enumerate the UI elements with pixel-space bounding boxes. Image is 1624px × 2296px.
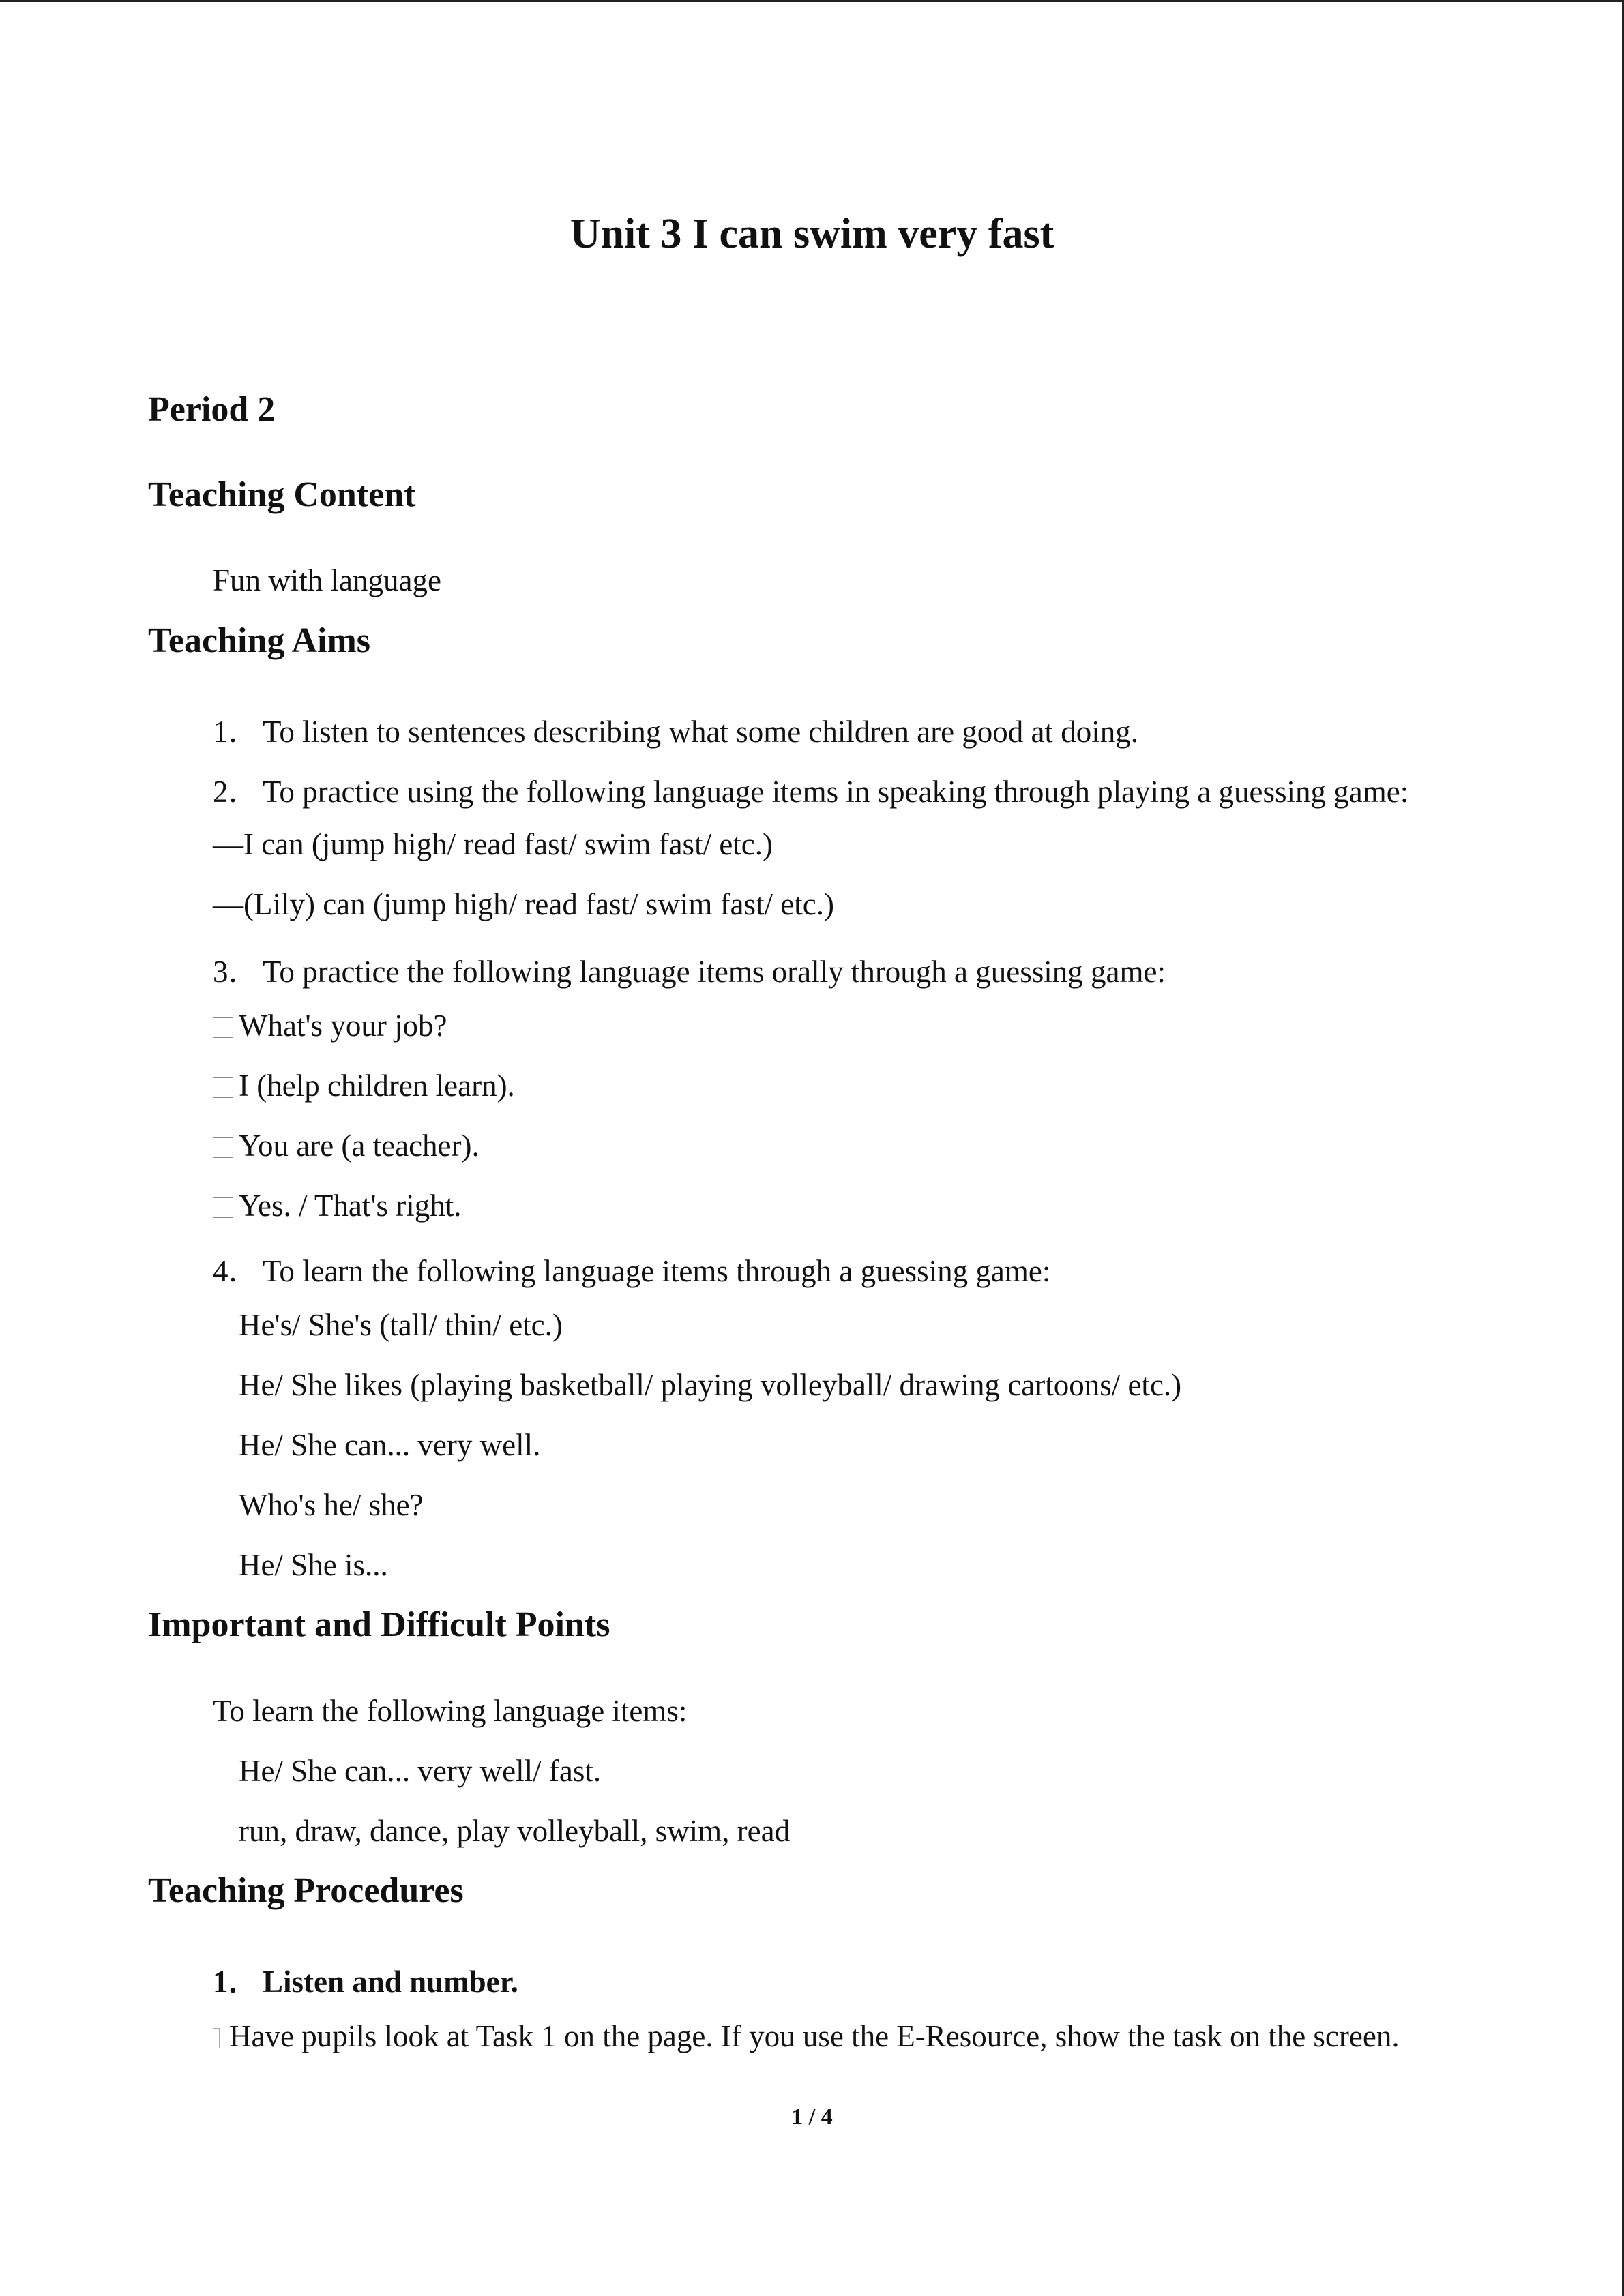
document-title: Unit 3 I can swim very fast <box>570 211 1054 257</box>
aim-2-dash-line-1: —I can (jump high/ read fast/ swim fast/ etc.) <box>213 827 773 861</box>
aim-3 <box>213 946 1166 991</box>
aim-4-item <box>213 1367 1181 1403</box>
procedure-step-1-text <box>213 2018 1400 2054</box>
teaching-content-text: Fun with language <box>213 563 441 597</box>
aim-3-item-text: You are (a teacher). <box>239 1129 479 1163</box>
procedure-step-1-title: Listen and number. <box>263 1965 518 1999</box>
aim-1 <box>213 706 1138 751</box>
important-point-item-text: He/ She can... very well/ fast. <box>239 1754 602 1788</box>
important-points-intro: To learn the following language items: <box>213 1694 688 1728</box>
checkbox-icon <box>213 1823 233 1843</box>
teaching-procedures-heading: Teaching Procedures <box>148 1871 464 1910</box>
checkbox-icon <box>213 1017 233 1038</box>
aim-4-item-text: Who's he/ she? <box>239 1488 424 1522</box>
checkbox-icon <box>213 1137 233 1158</box>
aim-4-item <box>213 1487 424 1523</box>
checkbox-icon <box>213 1763 233 1783</box>
aim-3-item <box>213 1188 462 1223</box>
bullet-icon <box>213 2028 220 2048</box>
teaching-aims-heading: Teaching Aims <box>148 621 371 660</box>
aim-4-item-text: He/ She is... <box>239 1548 388 1582</box>
procedure-step-1-body: Have pupils look at Task 1 on the page. If you use the E-Resource, show the task on the screen. <box>229 2019 1400 2053</box>
aim-4-item <box>213 1547 388 1583</box>
aim-3-item-text: I (help children learn). <box>239 1069 515 1103</box>
aim-1-text: To listen to sentences describing what some children are good at doing. <box>263 715 1139 749</box>
aim-3-item-text: What's your job? <box>239 1009 447 1043</box>
checkbox-icon <box>213 1317 233 1337</box>
checkbox-icon <box>213 1437 233 1457</box>
important-point-item-text: run, draw, dance, play volleyball, swim, read <box>239 1814 791 1848</box>
checkbox-icon <box>213 1197 233 1218</box>
aim-4-item-text: He/ She can... very well. <box>239 1428 541 1462</box>
aim-4 <box>213 1246 1050 1290</box>
aim-3-number: 3． <box>213 955 259 989</box>
aim-3-item <box>213 1128 479 1163</box>
aim-3-item <box>213 1068 515 1103</box>
aim-1-number: 1． <box>213 715 259 749</box>
aim-4-item <box>213 1427 540 1463</box>
aim-2-dash-line-2: —(Lily) can (jump high/ read fast/ swim fast/ etc.) <box>213 887 834 921</box>
teaching-content-heading: Teaching Content <box>148 475 416 514</box>
checkbox-icon <box>213 1497 233 1517</box>
checkbox-icon <box>213 1377 233 1397</box>
checkbox-icon <box>213 1557 233 1577</box>
important-point-item <box>213 1753 601 1789</box>
aim-3-item <box>213 1008 447 1043</box>
aim-4-number: 4． <box>213 1254 259 1288</box>
aim-4-item-text: He/ She likes (playing basketball/ playing volleyball/ drawing cartoons/ etc.) <box>239 1368 1182 1402</box>
aim-2-text: To practice using the following language items in speaking through playing a guessing game: <box>263 775 1409 809</box>
period-heading: Period 2 <box>148 390 276 429</box>
procedure-step-1 <box>213 1956 518 2001</box>
aim-4-item-text: He's/ She's (tall/ thin/ etc.) <box>239 1308 563 1342</box>
aim-4-text: To learn the following language items through a guessing game: <box>263 1254 1051 1288</box>
important-point-item <box>213 1813 790 1849</box>
important-points-heading: Important and Difficult Points <box>148 1605 610 1644</box>
checkbox-icon <box>213 1077 233 1098</box>
page-number: 1 / 4 <box>791 2104 833 2130</box>
procedure-step-1-number: 1． <box>213 1965 259 1999</box>
aim-2-number: 2． <box>213 775 259 809</box>
aim-3-text: To practice the following language items orally through a guessing game: <box>263 955 1166 989</box>
aim-3-item-text: Yes. / That's right. <box>239 1189 462 1223</box>
aim-2 <box>213 766 1408 811</box>
aim-4-item <box>213 1307 563 1343</box>
